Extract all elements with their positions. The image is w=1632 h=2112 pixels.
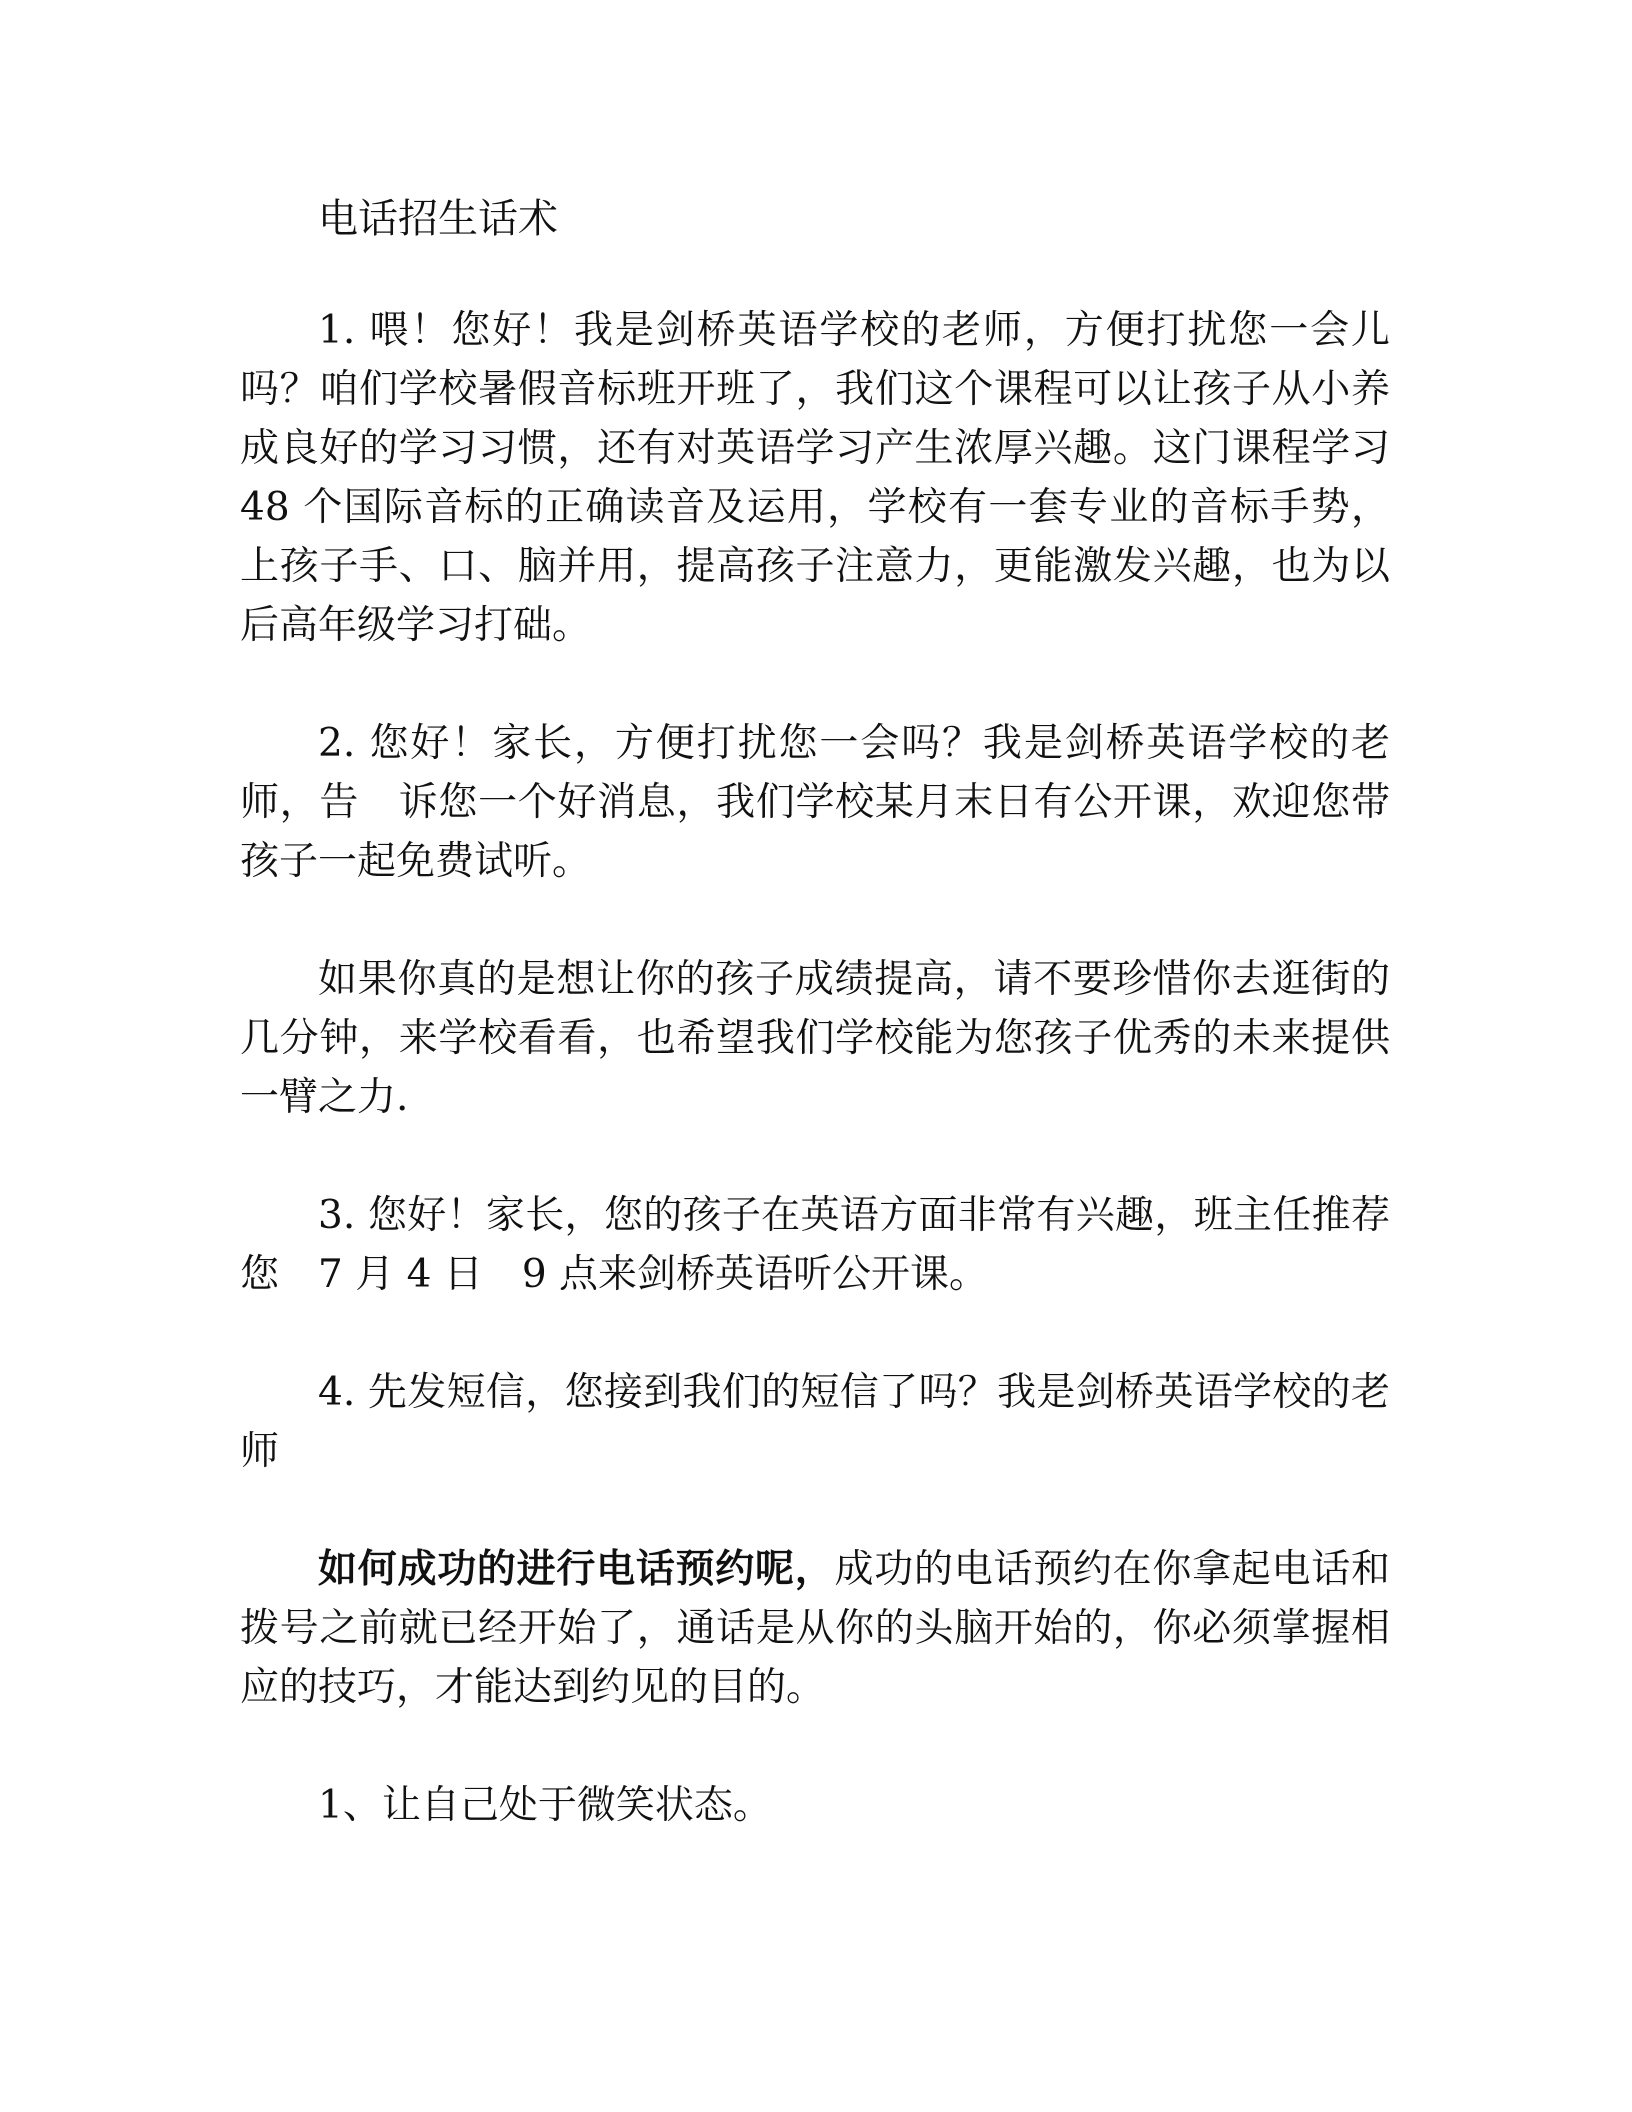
paragraph-lead-rest: 成功的电话预约在你拿起电话和拨号之前就已经开始了，通话是从你的头脑开始的，你必须掌握相应的技巧，才能达到约见的目的。 xyxy=(240,1547,1390,1710)
document-title: 电话招生话术 xyxy=(318,196,558,242)
paragraph-lead-bold: 如何成功的进行电话预约呢， xyxy=(318,1546,835,1592)
paragraph-script-4: 4. 先发短信，您接到我们的短信了吗？我是剑桥英语学校的老师 xyxy=(240,1370,1390,1474)
paragraph-how-to-call xyxy=(240,1540,1390,1717)
paragraph-tip-1: 1、让自己处于微笑状态。 xyxy=(318,1783,772,1828)
paragraph-encouragement: 如果你真的是想让你的孩子成绩提高，请不要珍惜你去逛街的几分钟，来学校看看，也希望我们学校能为您孩子优秀的未来提供一臂之力. xyxy=(240,957,1390,1120)
paragraph-script-1: 1. 喂！您好！我是剑桥英语学校的老师，方便打扰您一会儿吗？咱们学校暑假音标班开班了，我们这个课程可以让孩子从小养成良好的学习习惯，还有对英语学习产生浓厚兴趣。这门课程学习 48 个国际音标的正确读音及运用，学校有一套专业的音标手势，上孩子手、口、脑并用，提高孩子注意力，更能激发兴趣，也为以后高年级学习打础。 xyxy=(240,308,1390,648)
paragraph-script-3: 3. 您好！家长，您的孩子在英语方面非常有兴趣，班主任推荐您 7 月 4 日 9 点来剑桥英语听公开课。 xyxy=(240,1193,1390,1297)
paragraph-script-2: 2. 您好！家长，方便打扰您一会吗？我是剑桥英语学校的老师，告 诉您一个好消息，我们学校某月末日有公开课，欢迎您带孩子一起免费试听。 xyxy=(240,721,1390,884)
document-body xyxy=(240,190,1390,1835)
